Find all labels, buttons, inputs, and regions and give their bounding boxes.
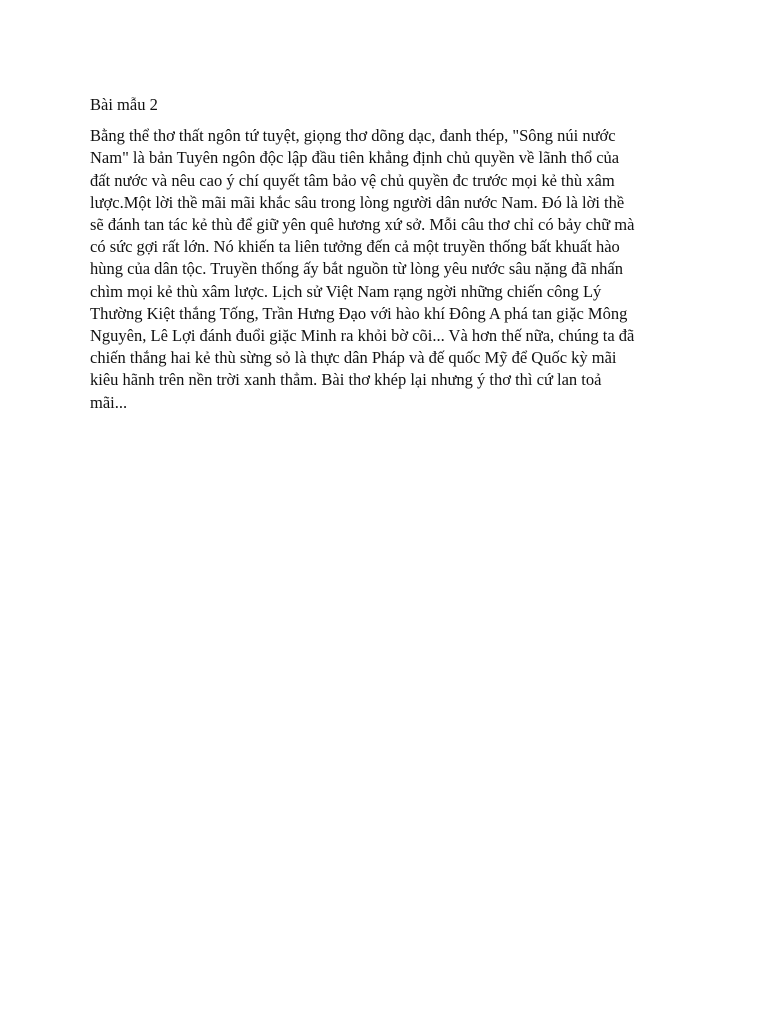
paragraph-line: sẽ đánh tan tác kẻ thù để giữ yên quê hương xứ sở. Mỗi câu thơ chỉ có bảy chữ mà <box>90 215 635 235</box>
paragraph-line: chìm mọi kẻ thù xâm lược. Lịch sử Việt Nam rạng ngời những chiến công Lý <box>90 281 602 301</box>
section-heading: Bài mẫu 2 <box>90 95 158 114</box>
body-paragraph <box>90 125 680 414</box>
paragraph-line: Nguyên, Lê Lợi đánh đuổi giặc Minh ra khỏi bờ cõi... Và hơn thế nữa, chúng ta đã <box>90 326 635 346</box>
paragraph-line: Thường Kiệt thắng Tống, Trần Hưng Đạo với hào khí Đông A phá tan giặc Mông <box>90 303 628 323</box>
paragraph-line: đất nước và nêu cao ý chí quyết tâm bảo vệ chủ quyền đc trước mọi kẻ thù xâm <box>90 170 615 190</box>
paragraph-line: mãi... <box>90 392 128 412</box>
paragraph-line: Bằng thể thơ thất ngôn tứ tuyệt, giọng thơ dõng dạc, đanh thép, "Sông núi nước <box>90 126 616 146</box>
paragraph-line: chiến thắng hai kẻ thù sừng sỏ là thực dân Pháp và đế quốc Mỹ để Quốc kỳ mãi <box>90 348 617 368</box>
paragraph-line: kiêu hãnh trên nền trời xanh thẳm. Bài thơ khép lại nhưng ý thơ thì cứ lan toả <box>90 370 602 390</box>
paragraph-line: Nam" là bản Tuyên ngôn độc lập đầu tiên khẳng định chủ quyền về lãnh thổ của <box>90 148 620 168</box>
paragraph-line: hùng của dân tộc. Truyền thống ấy bắt nguồn từ lòng yêu nước sâu nặng đã nhấn <box>90 259 623 279</box>
document-content <box>90 94 680 414</box>
paragraph-line: lược.Một lời thề mãi mãi khắc sâu trong lòng người dân nước Nam. Đó là lời thề <box>90 192 625 212</box>
paragraph-line: có sức gợi rất lớn. Nó khiến ta liên tưởng đến cả một truyền thống bất khuất hào <box>90 237 620 257</box>
